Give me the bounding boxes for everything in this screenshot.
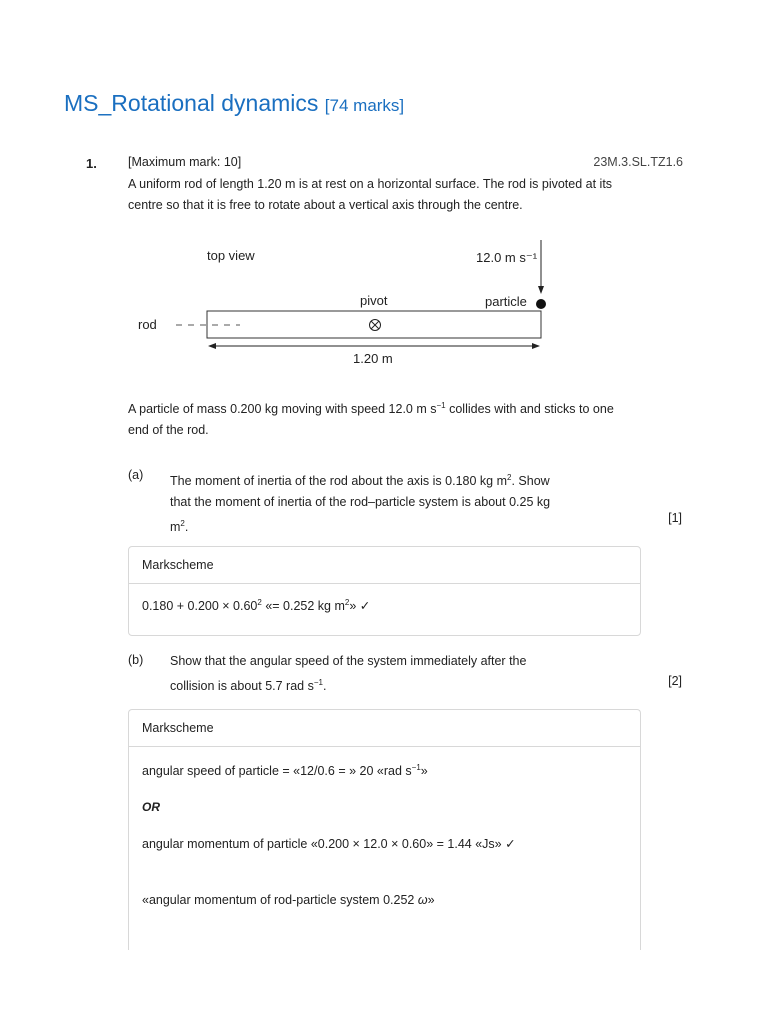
max-mark: [Maximum mark: 10] <box>128 155 242 169</box>
velocity-arrowhead <box>538 286 544 294</box>
part-a-label: (a) <box>128 468 144 482</box>
particle-dot <box>536 299 546 309</box>
part-b-ms-line-2: angular momentum of particle «0.200 × 12.0 × 0.60» = 1.44 «Js» ✓ <box>142 837 516 851</box>
part-a-line-3: $m^2$. <box>170 519 189 534</box>
para2-line-1: A particle of mass 0.200 kg moving with speed 12.0 m $s^{-1}$ collides with and sticks to one <box>128 401 614 416</box>
pivot-icon <box>370 320 381 331</box>
intro-line-1: A uniform rod of length 1.20 m is at rest on a horizontal surface. The rod is pivoted at its <box>128 177 613 191</box>
length-arrowhead-left <box>208 343 216 349</box>
part-b-line-1: Show that the angular speed of the system immediately after the <box>170 654 527 668</box>
question-intro <box>128 174 648 216</box>
part-b-line-2: collision is about 5.7 rad $s^{-1}$. <box>170 678 327 693</box>
diagram-speed-label: 12.0 m s⁻¹ <box>476 250 538 265</box>
para2-line-2: end of the rod. <box>128 423 209 437</box>
part-b-text <box>170 651 580 697</box>
part-a-markscheme-answer: $0.180 + 0.200 \times 0.60^2$ «= 0.252 kg $m^2$» ✓ <box>142 598 371 613</box>
total-marks: [74 marks] <box>324 96 405 115</box>
part-b-ms-line-3: «angular momentum of rod-particle system 0.252 ω» <box>142 893 435 907</box>
part-b-ms-line-1: angular speed of particle = «12/0.6 = » 20 «rad $s^{-1}$» <box>142 763 428 778</box>
question-paragraph-2 <box>128 395 648 441</box>
part-a-markscheme-box <box>128 546 641 636</box>
diagram-pivot-label: pivot <box>360 293 388 308</box>
part-a-line-2: that the moment of inertia of the rod–particle system is about 0.25 kg <box>170 495 551 509</box>
part-b-markscheme-box <box>128 709 641 950</box>
page-title <box>64 90 404 117</box>
part-a-markscheme-header: Markscheme <box>129 547 640 584</box>
question-code: 23M.3.SL.TZ1.6 <box>593 155 683 169</box>
question-number: 1. <box>86 156 97 171</box>
part-a-line-1: The moment of inertia of the rod about the axis is 0.180 kg $m^2$. Show <box>170 473 550 488</box>
part-b-markscheme-header: Markscheme <box>129 710 640 747</box>
diagram-rod-label: rod <box>138 317 157 332</box>
diagram-length-label: 1.20 m <box>353 351 393 366</box>
diagram-top-view-label: top view <box>207 248 255 263</box>
intro-line-2: centre so that it is free to rotate about a vertical axis through the centre. <box>128 198 523 212</box>
part-a-text <box>170 467 580 538</box>
part-a-marks: [1] <box>668 511 682 525</box>
diagram-particle-label: particle <box>485 294 527 309</box>
part-b-ms-or: OR <box>142 800 160 814</box>
part-b-label: (b) <box>128 653 144 667</box>
rod-diagram <box>0 230 768 370</box>
part-b-marks: [2] <box>668 674 682 688</box>
page-title-text: MS_Rotational dynamics <box>64 90 319 116</box>
length-arrowhead-right <box>532 343 540 349</box>
